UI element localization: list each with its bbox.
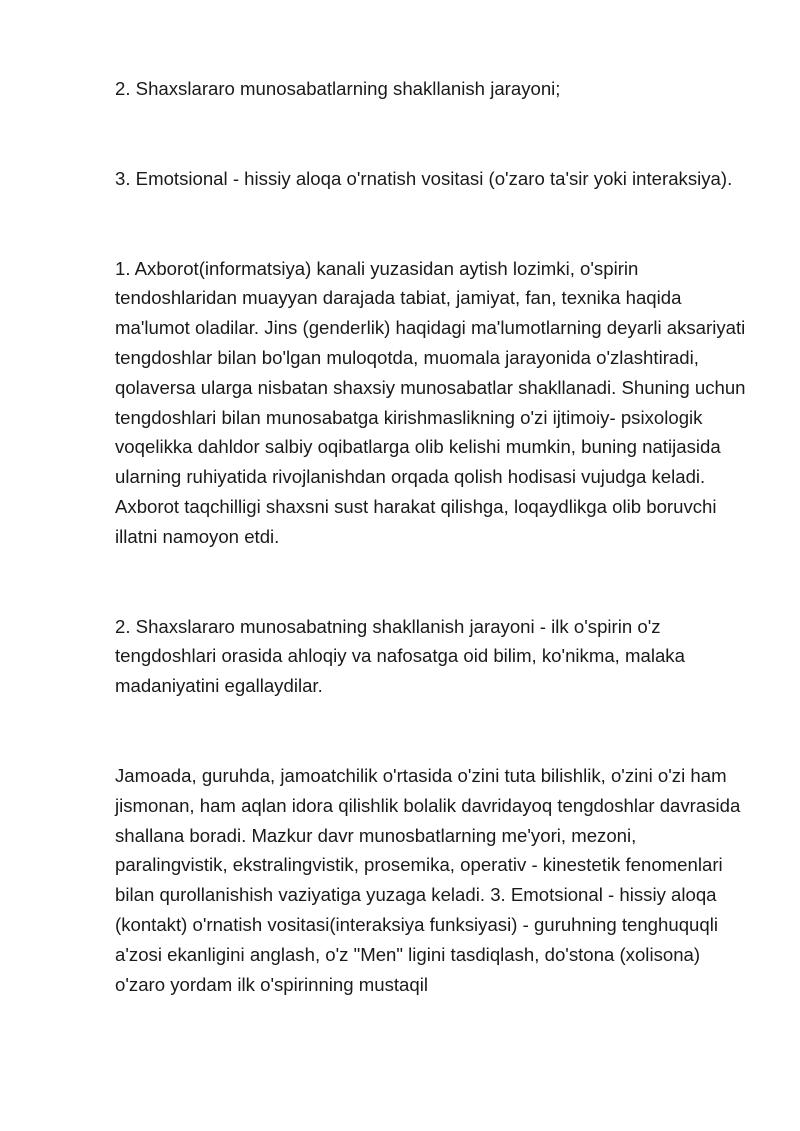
paragraph-2: 3. Emotsional - hissiy aloqa o'rnatish vositasi (o'zaro ta'sir yoki interaksiya). [115, 167, 733, 189]
paragraph-5: Jamoada, guruhda, jamoatchilik o'rtasida o'zini tuta bilishlik, o'zini o'zi ham jismonan, ham aqlan idora qilishlik bolalik davridayoq tengdoshlar davrasida shallana boradi. Mazkur davr munosbatlarning me'yori, mezoni, paralingvistik, ekstralingvistik, prosemika, operativ - kinestetik fenomenlari bilan qurollanishish vaziyatiga yuzaga keladi. 3. Emotsional - hissiy aloqa (kontakt) o'rnatish vositasi(interaksiya funksiyasi) - guruhning tenghuquqli a'zosi ekanligini anglash, o'z "Men" ligini tasdiqlash, do'stona (xolisona) o'zaro yordam ilk o'spirinning mustaqil [115, 764, 741, 995]
document-page [115, 74, 747, 999]
paragraph-4: 2. Shaxslararo munosabatning shakllanish jarayoni - ilk o'spirin o'z tengdoshlari orasida ahloqiy va nafosatga oid bilim, ko'nikma, malaka madaniyatini egallaydilar. [115, 615, 685, 697]
paragraph-1: 2. Shaxslararo munosabatlarning shakllanish jarayoni; [115, 78, 561, 99]
paragraph-3: 1. Axborot(informatsiya) kanali yuzasidan aytish lozimki, o'spirin tendoshlaridan muayyan darajada tabiat, jamiyat, fan, texnika haqida ma'lumot oladilar. Jins (genderlik) haqidagi ma'lumotlarning deyarli aksariyati tengdoshlar bilan bo'lgan muloqotda, muomala jarayonida o'zlashtiradi, qolaversa ularga nisbatan shaxsiy munosabatlar shakllanadi. Shuning uchun tengdoshlari bilan munosabatga kirishmaslikning o'zi ijtimoiy- psixologik voqelikka dahldor salbiy oqibatlarga olib kelishi mumkin, buning natijasida ularning ruhiyatida rivojlanishdan orqada qolish hodisasi vujudga keladi. Axborot taqchilligi shaxsni sust harakat qilishga, loqaydlikga olib boruvchi illatni namoyon etdi. [115, 257, 746, 547]
